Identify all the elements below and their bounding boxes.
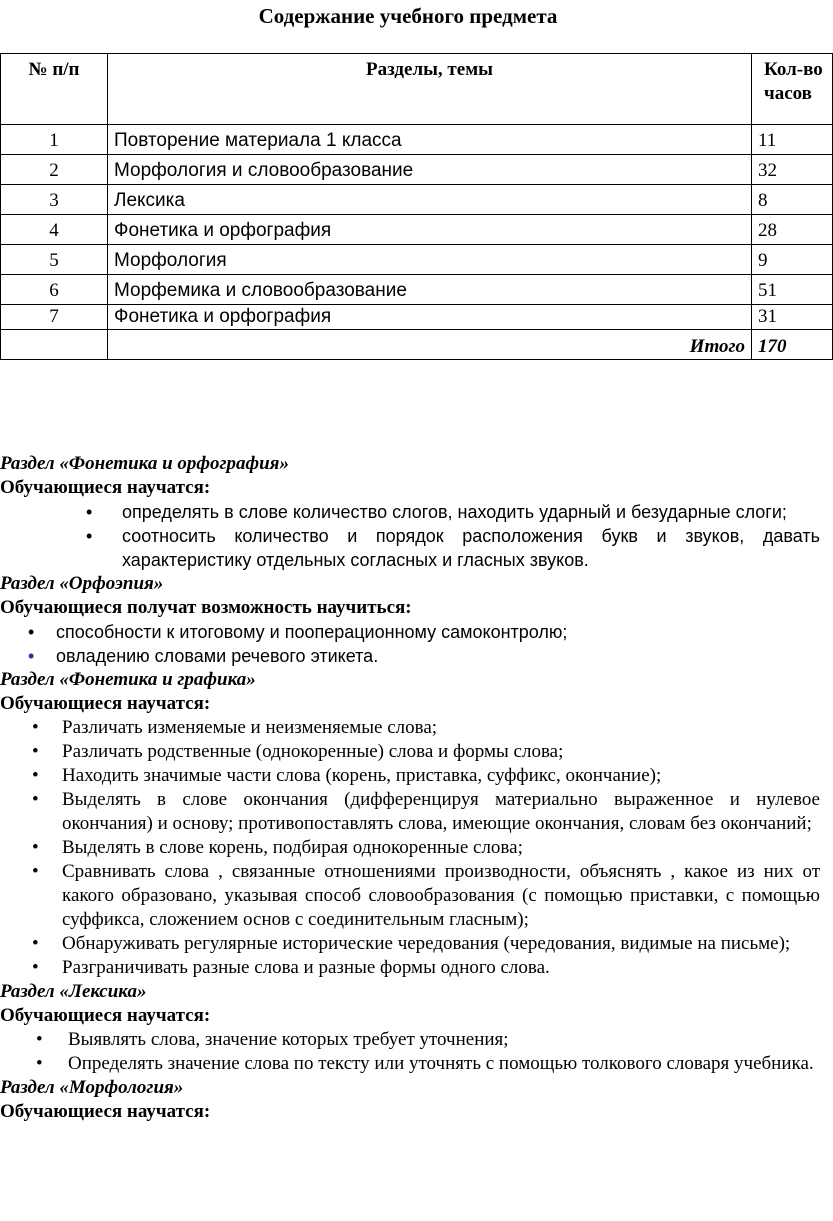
total-empty-cell	[1, 330, 108, 360]
section-title-phonetics-graphics: Раздел «Фонетика и графика»	[0, 669, 256, 690]
bullet-icon: •	[28, 622, 35, 642]
row-topic: Морфология	[108, 245, 752, 275]
bullet-icon: •	[32, 861, 39, 882]
list-item: • соотносить количество и порядок расположения букв и звуков, давать характеристику отдельных согласных и гласных звуков.	[86, 526, 820, 570]
list-item: • Разграничивать разные слова и разные формы одного слова.	[32, 957, 550, 978]
table-row	[1, 275, 833, 305]
row-topic: Морфология и словообразование	[108, 155, 752, 185]
list-item: • Различать изменяемые и неизменяемые слова;	[32, 717, 438, 738]
bullet-icon: •	[28, 646, 35, 666]
row-hours: 51	[752, 275, 833, 305]
header-section: Разделы, темы	[108, 54, 752, 125]
page-title: Содержание учебного предмета	[258, 4, 558, 28]
course-content-table	[0, 53, 833, 360]
section-subtitle: Обучающиеся научатся:	[0, 693, 211, 714]
row-topic: Морфемика и словообразование	[108, 275, 752, 305]
section-subtitle: Обучающиеся научатся:	[0, 1101, 211, 1122]
outcome-list	[0, 620, 820, 668]
row-hours: 28	[752, 215, 833, 245]
outcome-list	[0, 716, 820, 980]
table-row	[1, 305, 833, 330]
total-label: Итого	[108, 330, 752, 360]
table-header-row	[1, 54, 833, 125]
row-num: 1	[1, 125, 108, 155]
row-hours: 31	[752, 305, 833, 330]
bullet-icon: •	[32, 789, 39, 810]
list-item: • определять в слове количество слогов, находить ударный и безударные слоги;	[86, 502, 787, 522]
row-num: 7	[1, 305, 108, 330]
header-hours: Кол-во часов	[752, 54, 833, 125]
list-item: • способности к итоговому и пооперационному самоконтролю;	[28, 622, 568, 642]
bullet-icon: •	[32, 741, 39, 762]
section-subtitle: Обучающиеся научатся:	[0, 1005, 211, 1026]
table-row	[1, 125, 833, 155]
row-topic: Лексика	[108, 185, 752, 215]
section-title-phonetics-orthography: Раздел «Фонетика и орфография»	[0, 453, 289, 474]
row-hours: 11	[752, 125, 833, 155]
table-row	[1, 245, 833, 275]
list-item: • Находить значимые части слова (корень, приставка, суффикс, окончание);	[32, 765, 662, 786]
list-item: • овладению словами речевого этикета.	[28, 646, 379, 666]
table-row	[1, 215, 833, 245]
list-item: • Выявлять слова, значение которых требует уточнения;	[36, 1029, 509, 1050]
bullet-icon: •	[32, 765, 39, 786]
bullet-icon: •	[86, 502, 93, 522]
table-row	[1, 155, 833, 185]
section-title-lexicon: Раздел «Лексика»	[0, 981, 147, 1002]
row-topic: Фонетика и орфография	[108, 215, 752, 245]
list-item: • Различать родственные (однокоренные) слова и формы слова;	[32, 741, 564, 762]
row-num: 2	[1, 155, 108, 185]
outcome-list	[0, 500, 820, 572]
bullet-icon: •	[36, 1029, 43, 1050]
section-subtitle: Обучающиеся научатся:	[0, 477, 211, 498]
bullet-icon: •	[32, 717, 39, 738]
outcome-list	[0, 1028, 820, 1076]
row-topic: Повторение материала 1 класса	[108, 125, 752, 155]
list-item: • Сравнивать слова , связанные отношениями производности, объяснять , какое из них от какого образовано, указывая способ словообразования (с помощью приставки, с помощью суффикса, сложением основ с соединительным гласным);	[32, 861, 820, 930]
bullet-icon: •	[32, 933, 39, 954]
header-num: № п/п	[1, 54, 108, 125]
section-title-morphology: Раздел «Морфология»	[0, 1077, 184, 1098]
table-total-row	[1, 330, 833, 360]
row-hours: 8	[752, 185, 833, 215]
total-value: 170	[752, 330, 833, 360]
row-hours: 32	[752, 155, 833, 185]
row-num: 3	[1, 185, 108, 215]
section-subtitle: Обучающиеся получат возможность научиться:	[0, 597, 412, 618]
row-num: 5	[1, 245, 108, 275]
list-item: • Обнаруживать регулярные исторические чередования (чередования, видимые на письме);	[32, 933, 791, 954]
bullet-icon: •	[86, 526, 93, 546]
learning-outcomes	[0, 452, 820, 1124]
bullet-icon: •	[32, 957, 39, 978]
row-num: 6	[1, 275, 108, 305]
row-num: 4	[1, 215, 108, 245]
row-topic: Фонетика и орфография	[108, 305, 752, 330]
row-hours: 9	[752, 245, 833, 275]
list-item: • Выделять в слове корень, подбирая однокоренные слова;	[32, 837, 523, 858]
section-title-orthoepy: Раздел «Орфоэпия»	[0, 573, 164, 594]
table-row	[1, 185, 833, 215]
bullet-icon: •	[36, 1053, 43, 1074]
list-item: • Определять значение слова по тексту или уточнять с помощью толкового словаря учебника.	[36, 1053, 814, 1074]
bullet-icon: •	[32, 837, 39, 858]
list-item: • Выделять в слове окончания (дифференцируя материально выраженное и нулевое окончания) и основу; противопоставлять слова, имеющие окончания, словам без окончаний;	[32, 789, 820, 834]
